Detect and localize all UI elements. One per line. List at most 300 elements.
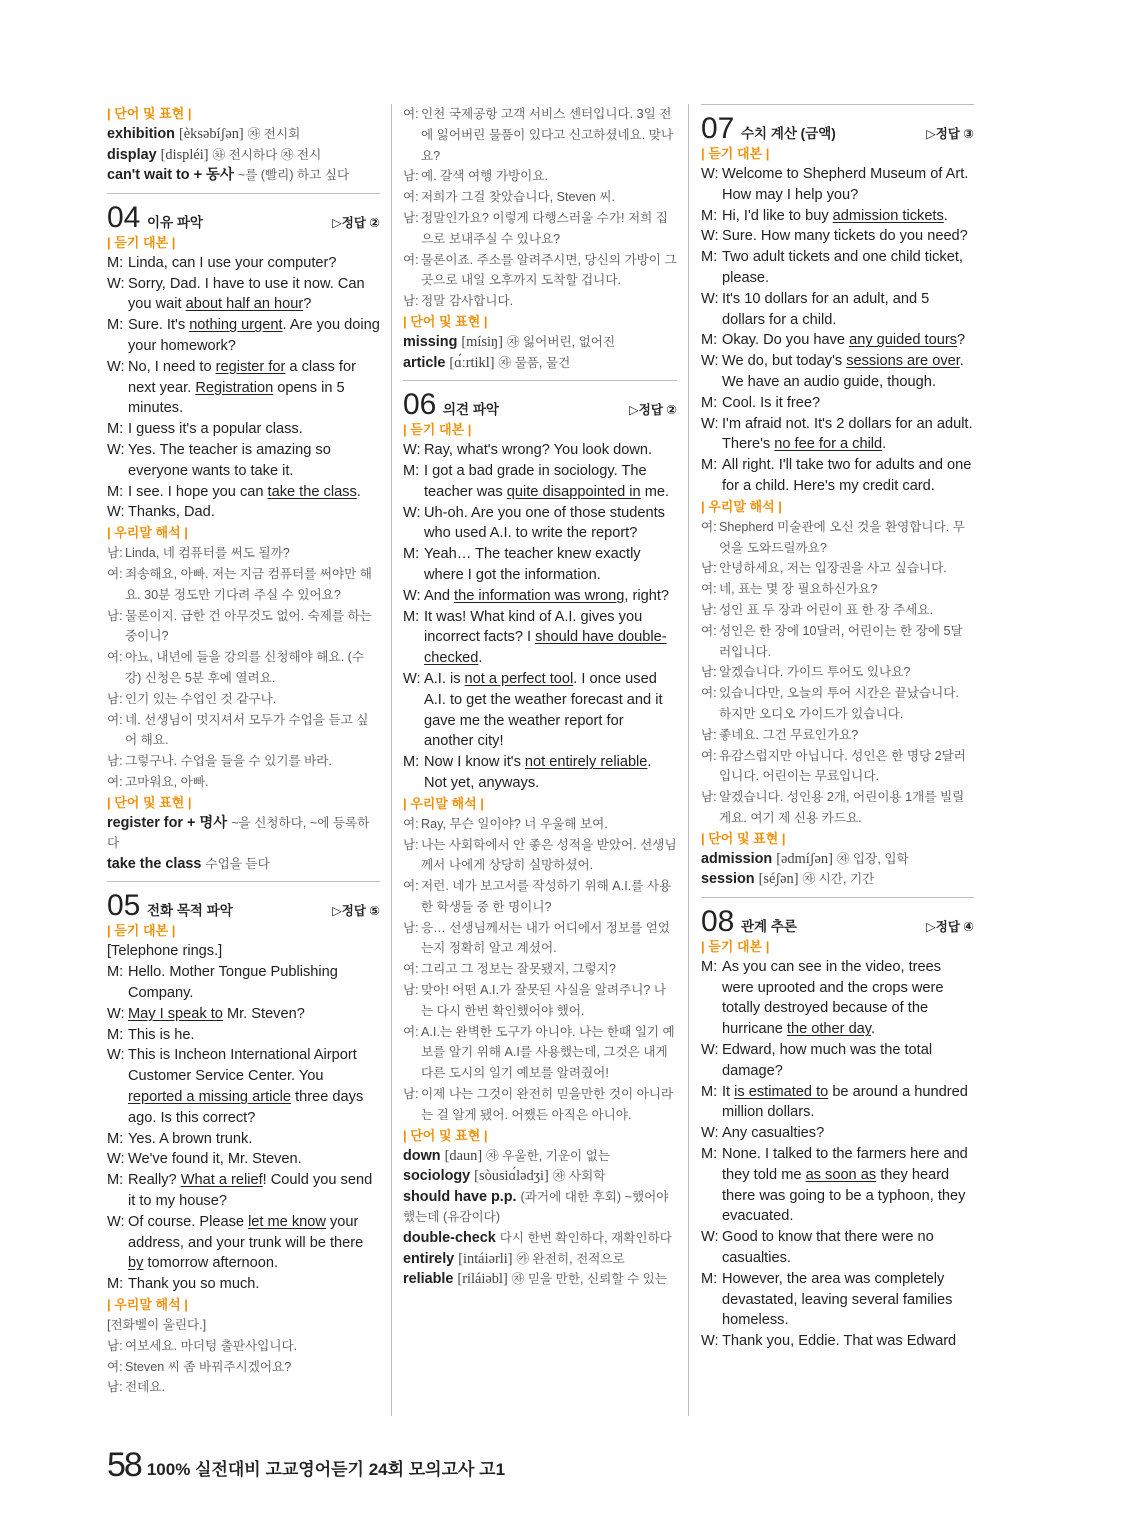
line-text: As you can see in the video, trees were uprooted and the crops were totally destroyed because of the hurricane — [722, 958, 944, 1038]
speaker: 남: — [403, 837, 419, 852]
key-expression: not a perfect tool — [464, 670, 574, 687]
column-divider — [688, 104, 689, 1416]
column-3 — [701, 104, 974, 1352]
trans-line — [701, 558, 974, 579]
line-text: This is Incheon International Airport Customer Service Center. You — [128, 1047, 357, 1085]
speaker: 여: — [701, 582, 717, 597]
script-line — [107, 1025, 380, 1046]
section-07 — [701, 110, 974, 890]
line-text: 그리고 그 정보는 잘못됐지, 그렇지? — [421, 962, 616, 977]
line-text: 나는 사회학에서 안 좋은 성적을 받았어. 선생님께서 나에게 상당히 실망하셨어. — [421, 837, 677, 873]
line-text: 안녕하세요, 저는 입장권을 사고 싶습니다. — [719, 561, 947, 576]
phonetic: [séʃən] — [758, 871, 799, 888]
speaker: 남: — [403, 169, 419, 184]
speaker: 여: — [701, 748, 717, 763]
vocab-meaning: 수업을 듣다 — [205, 856, 270, 871]
vocab-word: double-check — [403, 1230, 496, 1247]
vocab-meaning: ~을 신청하다, ~에 등록하다 — [107, 815, 370, 851]
question-type: 수치 계산 (금액) — [741, 126, 836, 141]
line-text: they heard there was going to be a typhoon, they evacuated. — [722, 1166, 966, 1225]
speaker: M: — [107, 964, 124, 981]
line-text: 이제 나는 그것이 완전히 믿을만한 것이 아니라는 걸 알게 됐어. 어쨌든 아직은 아니야. — [421, 1087, 674, 1122]
key-expression: about half an hour — [185, 296, 304, 313]
speaker: M: — [403, 462, 420, 479]
line-text: Mr. Steven? — [222, 1005, 305, 1022]
key-expression: Registration — [195, 379, 274, 396]
speaker: W: — [107, 275, 125, 292]
line-text: 저희가 그걸 찾았습니다, Steven 씨. — [421, 190, 616, 205]
vocab-entry — [403, 1166, 677, 1187]
speaker: M: — [403, 754, 420, 771]
section-05 — [107, 887, 380, 1398]
line-text: This is he. — [128, 1026, 195, 1043]
line-text: Okay. Do you have — [722, 332, 850, 349]
line-text: None. I talked to the farmers here and they told me — [722, 1146, 968, 1183]
speaker: W: — [107, 1047, 125, 1064]
line-text: . Not yet, anyways. — [424, 754, 652, 791]
answer-key: ▷ 정답 ⑤ — [332, 901, 380, 921]
trans-line — [403, 166, 677, 187]
script-line — [701, 164, 974, 206]
vocab-meaning: ㉶ 물품, 물건 — [498, 355, 571, 370]
vocab-meaning: ~를 (빨리) 하고 싶다 — [237, 168, 350, 183]
speaker: M: — [107, 1172, 124, 1189]
line-text: . I once used A.I. to get the weather forecast and it gave me the weather report for another city! — [424, 670, 663, 750]
line-text: Thanks, Dad. — [128, 504, 215, 521]
line-text: Sure. It's — [128, 317, 190, 334]
trans-line — [701, 787, 974, 829]
speaker: W: — [701, 1125, 719, 1142]
trans-line — [107, 1336, 380, 1357]
trans-line — [107, 647, 380, 689]
vocab-word: session — [701, 871, 755, 888]
line-text: Sorry, Dad. I have to use it now. Can you wait — [128, 275, 365, 313]
line-text: Linda, can I use your computer? — [128, 254, 337, 271]
script-line — [701, 226, 974, 247]
line-text: tomorrow afternoon. — [143, 1255, 279, 1272]
trans-line — [107, 772, 380, 793]
script-line — [701, 1123, 974, 1144]
line-text: All right. I'll take two for adults and one for a child. Here's my credit card. — [722, 457, 972, 494]
speaker: W: — [403, 504, 421, 521]
section-label: | 듣기 대본 | — [701, 937, 974, 957]
question-number: 07 — [701, 112, 735, 145]
script-line — [403, 607, 677, 669]
vocab-entry — [107, 813, 380, 854]
speaker: M: — [107, 483, 124, 500]
trans-line — [403, 959, 677, 980]
trans-line — [107, 543, 380, 564]
speaker: W: — [107, 504, 125, 521]
script-line — [701, 247, 974, 289]
vocab-entry — [701, 869, 974, 890]
vocab-word: article — [403, 354, 446, 371]
line-text: I'm afraid not. It's 2 dollars for an adult. There's — [722, 415, 973, 453]
line-text: . We have an audio guide, though. — [722, 353, 964, 390]
line-text: Shepherd 미술관에 오신 것을 환영합니다. 무엇을 도와드릴까요? — [719, 519, 965, 555]
speaker: M: — [701, 249, 718, 266]
trans-intro: [전화벨이 울린다.] — [107, 1318, 207, 1333]
section-label: | 단어 및 표현 | — [403, 1126, 677, 1146]
vocab-entry — [403, 1146, 677, 1167]
trans-line — [403, 918, 677, 960]
section-label: | 우리말 해석 | — [107, 1295, 380, 1315]
trans-line — [107, 1357, 380, 1378]
script-line — [701, 1040, 974, 1082]
speaker: M: — [107, 254, 124, 271]
script-line — [107, 1170, 380, 1212]
line-text: ! Could you send it to my house? — [128, 1172, 373, 1210]
line-text: , right? — [624, 587, 669, 604]
speaker: W: — [701, 166, 719, 182]
line-text: . — [882, 436, 887, 453]
line-text: 정말 감사합니다. — [421, 294, 514, 309]
speaker: 남: — [701, 665, 717, 680]
trans-line — [701, 621, 974, 663]
key-expression: take the class — [267, 483, 357, 500]
speaker: W: — [701, 1333, 719, 1350]
vocab-entry — [107, 145, 380, 166]
line-text: Yes. The teacher is amazing so everyone wants to take it. — [128, 441, 331, 479]
script-line — [701, 455, 974, 497]
vocab-entry — [403, 1249, 677, 1270]
line-text: And — [424, 587, 455, 604]
line-text: 네, 표는 몇 장 필요하신가요? — [719, 582, 878, 597]
answer-key: ▷ 정답 ④ — [926, 917, 974, 937]
script-line — [107, 502, 380, 523]
question-type: 관계 추론 — [741, 918, 797, 934]
section-label: | 듣기 대본 | — [701, 144, 974, 164]
script-intro: [Telephone rings.] — [107, 943, 223, 960]
speaker: 여: — [107, 774, 123, 789]
line-text: 물론이지. 급한 건 아무것도 없어. 숙제를 하는 중이니? — [125, 608, 372, 644]
page-number: 58 — [107, 1446, 141, 1484]
vocab-meaning: ㉶ 시간, 기간 — [802, 872, 875, 887]
script-line — [701, 289, 974, 331]
line-text: We've found it, Mr. Steven. — [128, 1151, 302, 1168]
trans-line — [701, 725, 974, 746]
line-text: ? — [303, 296, 312, 313]
vocab-label: | 단어 및 표현 | — [107, 104, 380, 124]
phonetic: [mísiŋ] — [461, 333, 503, 350]
line-text: 물론이죠. 주소를 알려주시면, 당신의 가방이 그곳으로 내일 오후까지 도착할 겁니다. — [421, 252, 677, 288]
key-expression: What a relief — [180, 1172, 263, 1189]
line-text: 알겠습니다. 가이드 투어도 있나요? — [719, 665, 911, 680]
line-text: Sure. How many tickets do you need? — [722, 228, 968, 245]
section-06 — [403, 386, 677, 1290]
script-line — [107, 1149, 380, 1170]
section-label: | 우리말 해석 | — [403, 794, 677, 814]
line-text: We do, but today's — [722, 353, 847, 370]
script-line — [403, 544, 677, 586]
line-text: 성인은 한 장에 10달러, 어린이는 한 장에 5달러입니다. — [719, 623, 963, 659]
vocab-entry — [403, 1187, 677, 1228]
trans-line — [701, 579, 974, 600]
section-header — [701, 903, 974, 937]
speaker: 여: — [701, 519, 717, 534]
script-line — [403, 586, 677, 607]
section-header — [107, 887, 380, 921]
speaker: M: — [403, 608, 420, 625]
key-expression: the information was wrong — [454, 587, 625, 604]
line-text: 죄송해요, 아빠. 저는 지금 컴퓨터를 써야만 해요. 30분 정도만 기다려 주실 수 있어요? — [125, 566, 372, 602]
section-08 — [701, 903, 974, 1352]
line-text: Hi, I'd like to buy — [722, 207, 833, 224]
vocab-word: admission — [701, 850, 773, 867]
question-type: 의견 파악 — [443, 402, 499, 418]
line-text: It was! What kind of A.I. gives you incorrect facts? I — [424, 608, 643, 646]
line-text: 성인 표 두 장과 어린이 표 한 장 주세요. — [719, 602, 933, 617]
trans-line — [403, 1022, 677, 1084]
speaker: 여: — [403, 1024, 419, 1039]
line-text: Ray, what's wrong? You look down. — [424, 442, 653, 459]
line-text: Thank you, Eddie. That was Edward — [722, 1333, 957, 1350]
key-expression: should have double-checked — [424, 629, 667, 667]
answer-key: ▷ 정답 ③ — [926, 124, 974, 144]
speaker: 남: — [403, 920, 419, 935]
speaker: W: — [701, 415, 719, 432]
key-expression: let me know — [248, 1213, 326, 1230]
script-line — [107, 1004, 380, 1025]
line-text: Steven 씨 좀 바꿔주시겠어요? — [125, 1359, 292, 1374]
trans-line — [107, 710, 380, 752]
script-line — [403, 669, 677, 752]
line-text: I guess it's a popular class. — [128, 421, 303, 438]
vocab-word: display — [107, 146, 157, 163]
script-line — [107, 962, 380, 1004]
vocab-meaning: ㉸ 완전히, 전적으로 — [516, 1251, 625, 1266]
key-expression: sessions are over — [846, 353, 960, 370]
trans-line — [403, 876, 677, 918]
speaker: W: — [701, 1229, 719, 1246]
vocab-word: reliable — [403, 1271, 454, 1288]
line-text: a class for next year. — [128, 358, 356, 396]
line-text: be around a hundred million dollars. — [722, 1083, 968, 1121]
speaker: M: — [701, 1146, 718, 1163]
trans-line — [403, 208, 677, 250]
line-text: Linda, 네 컴퓨터를 써도 될까? — [125, 546, 290, 561]
section-label: | 듣기 대본 | — [107, 921, 380, 941]
line-text: 유감스럽지만 아닙니다. 성인은 한 명당 2달러입니다. 어린이는 무료입니다. — [719, 748, 966, 784]
answer-key: ▷ 정답 ② — [629, 400, 677, 420]
section-label: | 우리말 해석 | — [107, 523, 380, 543]
question-number: 05 — [107, 889, 141, 923]
trans-line — [403, 104, 677, 166]
key-expression: as soon as — [805, 1166, 877, 1183]
line-text: 맞아! 어떤 A.I.가 잘못된 사실을 알려주니? 나는 다시 한번 확인했어야 했어. — [421, 983, 667, 1018]
key-expression: is estimated to — [734, 1083, 829, 1100]
line-text: Any casualties? — [722, 1125, 825, 1142]
line-text: 고마워요, 아빠. — [125, 774, 209, 789]
section-05-cont — [403, 104, 677, 373]
phonetic: [intáiərli] — [458, 1250, 513, 1267]
vocab-meaning: ㉶ 전시회 — [247, 127, 301, 141]
key-expression: no fee for a child — [774, 436, 883, 453]
trans-line — [107, 689, 380, 710]
trans-line — [107, 564, 380, 606]
script-line — [701, 1144, 974, 1227]
book-title: 100% 실전대비 고교영어듣기 24회 모의고사 고1 — [146, 1460, 506, 1479]
trans-line — [403, 291, 677, 312]
vocab-meaning: ㉶ 사회학 — [552, 1169, 606, 1184]
phonetic: [sòusiɑ́lədʒi] — [474, 1168, 549, 1185]
line-text: . — [871, 1021, 876, 1038]
section-label: | 듣기 대본 | — [107, 233, 380, 253]
section-04 — [107, 199, 380, 875]
section-label: | 듣기 대본 | — [403, 420, 677, 440]
speaker: W: — [107, 1005, 125, 1022]
section-label: | 단어 및 표현 | — [403, 312, 677, 332]
speaker: W: — [107, 1151, 125, 1168]
vocab-word: register for + 명사 — [107, 814, 228, 831]
speaker: 여: — [107, 650, 123, 665]
speaker: 남: — [107, 1380, 123, 1395]
script-line — [701, 414, 974, 456]
script-line — [107, 440, 380, 482]
speaker: 남: — [107, 691, 123, 706]
line-text: opens in 5 minutes. — [128, 379, 345, 417]
vocab-entry — [403, 353, 677, 374]
line-text: I got a bad grade in sociology. The teacher was — [424, 462, 647, 500]
line-text: A.I. is — [424, 670, 465, 687]
question-number: 08 — [701, 904, 735, 938]
speaker: M: — [701, 332, 718, 349]
line-text: It's 10 dollars for an adult, and 5 dollars for a child. — [722, 290, 930, 328]
speaker: 남: — [107, 546, 123, 561]
line-text: No, I need to — [128, 358, 216, 375]
key-expression: quite disappointed in — [506, 483, 641, 500]
phonetic: [ədmíʃən] — [776, 850, 833, 867]
key-expression: register for — [215, 358, 286, 375]
line-text: . Are you doing your homework? — [128, 317, 380, 354]
section-header — [107, 199, 380, 233]
trans-line — [403, 187, 677, 208]
line-text: Thank you so much. — [128, 1276, 260, 1293]
vocab-word: exhibition — [107, 126, 175, 142]
line-text: Now I know it's — [424, 754, 525, 771]
trans-line — [403, 980, 677, 1022]
column-2 — [403, 104, 677, 1290]
line-text: me. — [640, 483, 670, 500]
vocab-entry — [107, 165, 380, 186]
section-label: | 우리말 해석 | — [701, 497, 974, 517]
speaker: W: — [107, 441, 125, 458]
line-text: 아뇨, 내년에 들을 강의를 신청해야 해요. (수강) 신청은 5분 후에 열려요. — [125, 650, 364, 685]
script-line — [701, 1331, 974, 1352]
line-text: Yes. A brown trunk. — [128, 1130, 253, 1147]
vocab-entry — [107, 854, 380, 875]
vocab-meaning: ㉶ 우울한, 기운이 없는 — [486, 1148, 611, 1163]
line-text: 좋네요. 그건 무료인가요? — [719, 727, 859, 742]
line-text: Hello. Mother Tongue Publishing Company. — [128, 964, 338, 1002]
speaker: 여: — [107, 1359, 123, 1374]
speaker: W: — [107, 358, 125, 375]
line-text: 정말인가요? 이렇게 다행스러울 수가! 저희 집으로 보내주실 수 있나요? — [421, 210, 668, 246]
speaker: 여: — [403, 107, 419, 121]
speaker: M: — [701, 958, 718, 975]
speaker: 여: — [403, 252, 419, 267]
phonetic: [daun] — [444, 1147, 483, 1164]
speaker: M: — [701, 457, 718, 474]
speaker: 남: — [403, 983, 419, 998]
vocab-meaning: ㉶ 믿을 만한, 신뢰할 수 있는 — [511, 1272, 667, 1287]
speaker: 여: — [107, 712, 123, 727]
trans-line — [701, 746, 974, 788]
line-text: 예. 갈색 여행 가방이요. — [421, 169, 548, 184]
section-label: | 단어 및 표현 | — [701, 829, 974, 849]
script-line — [107, 253, 380, 274]
speaker: 여: — [403, 879, 419, 894]
line-text: your address, and your trunk will be there — [128, 1213, 364, 1251]
line-text: . — [478, 650, 483, 667]
script-line — [403, 752, 677, 794]
key-expression: May I speak to — [128, 1005, 223, 1022]
line-text: Edward, how much was the total damage? — [722, 1042, 933, 1079]
vocab-word: missing — [403, 333, 458, 350]
line-text: 알겠습니다. 성인용 2개, 어린이용 1개를 빌릴게요. 여기 제 신용 카드요. — [719, 790, 965, 825]
speaker: 남: — [403, 294, 419, 309]
vocab-word: should have p.p. — [403, 1188, 517, 1205]
phonetic: [ɑ́ːrtikl] — [449, 354, 495, 371]
speaker: M: — [701, 207, 718, 224]
line-text: ? — [957, 332, 966, 349]
column-divider — [391, 104, 392, 1416]
line-text: Welcome to Shepherd Museum of Art. How may I help you? — [722, 166, 969, 203]
script-line — [107, 274, 380, 316]
speaker: M: — [701, 1083, 718, 1100]
speaker: W: — [107, 1213, 125, 1230]
trans-line — [403, 1084, 677, 1126]
vocab-word: entirely — [403, 1250, 455, 1267]
vocab-meaning: ㉶ 입장, 입학 — [836, 851, 909, 866]
line-text: Uh-oh. Are you one of those students who used A.I. to write the report? — [424, 504, 665, 542]
key-expression: the other day — [786, 1021, 872, 1038]
line-text: Yeah… The teacher knew exactly where I got the information. — [424, 546, 641, 583]
vocab-list — [107, 124, 380, 186]
trans-line — [107, 606, 380, 648]
line-text: 여보세요. 마더텅 출판사입니다. — [125, 1338, 298, 1353]
speaker: 여: — [403, 962, 419, 977]
trans-line — [403, 814, 677, 835]
line-text: 인천 국제공항 고객 서비스 센터입니다. 3일 전에 잃어버린 물품이 있다고 신고하셨네요. 맞나요? — [421, 107, 674, 163]
vocab-word: down — [403, 1147, 441, 1164]
answer-key: ▷ 정답 ② — [332, 213, 380, 233]
line-text: It — [722, 1083, 735, 1100]
speaker: 여: — [403, 816, 419, 831]
phonetic: [èksəbíʃən] — [178, 126, 244, 142]
speaker: 남: — [701, 561, 717, 576]
line-text: 저런. 네가 보고서를 작성하기 위해 A.I.를 사용한 학생들 중 한 명이니? — [421, 879, 672, 914]
speaker: 남: — [403, 210, 419, 225]
line-text: 네. 선생님이 멋지셔서 모두가 수업을 듣고 싶어 해요. — [125, 712, 369, 748]
speaker: W: — [701, 290, 719, 307]
question-type: 전화 목적 파악 — [147, 903, 233, 919]
script-line — [107, 419, 380, 440]
speaker: 남: — [403, 1087, 419, 1102]
speaker: 여: — [701, 686, 717, 701]
question-number: 06 — [403, 388, 437, 422]
script-line — [107, 1045, 380, 1128]
script-line — [701, 206, 974, 227]
line-text: . — [356, 483, 361, 500]
speaker: 남: — [107, 1338, 123, 1353]
line-text: Really? — [128, 1172, 181, 1189]
script-line — [403, 461, 677, 503]
script-line — [701, 393, 974, 414]
line-text: Cool. Is it free? — [722, 394, 821, 411]
key-expression: by — [128, 1255, 144, 1272]
script-line — [107, 1212, 380, 1274]
